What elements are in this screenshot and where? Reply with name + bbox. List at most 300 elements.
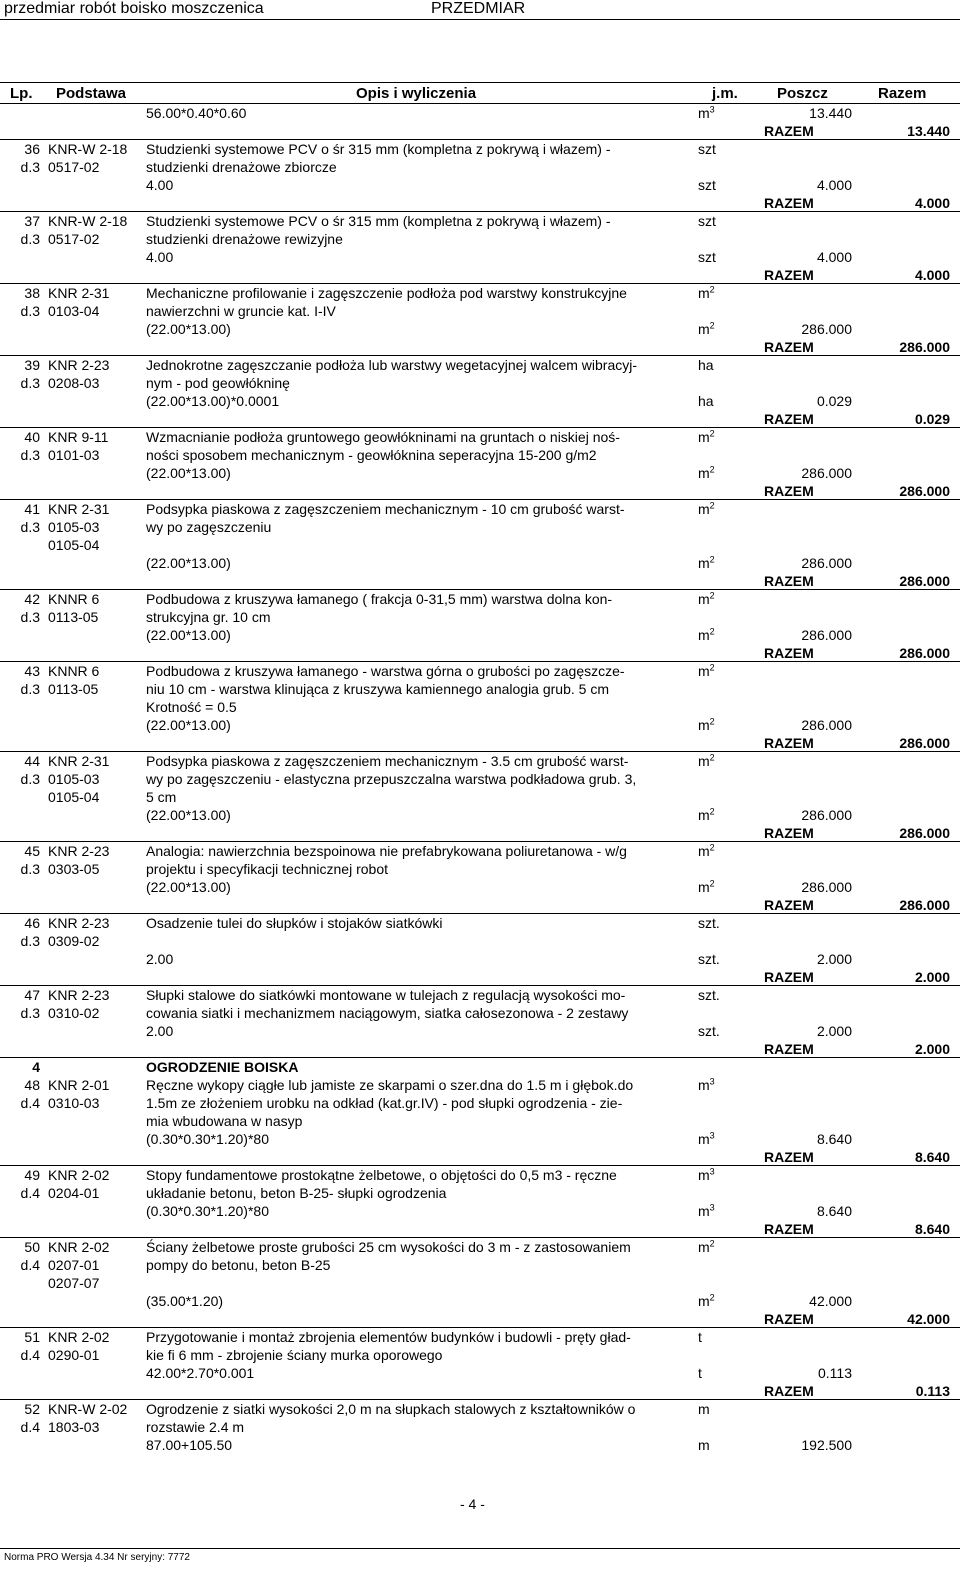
razem-row xyxy=(0,896,960,914)
row-lp: d.3 xyxy=(20,609,40,625)
table-row xyxy=(0,1346,960,1364)
row-podstawa: 0290-01 xyxy=(48,1347,100,1363)
row-podstawa: 0105-04 xyxy=(48,789,100,805)
row-poszcz: 0.029 xyxy=(816,393,852,409)
row-podstawa: KNR-W 2-02 xyxy=(48,1401,128,1417)
col-jm: j.m. xyxy=(712,85,738,102)
table-row xyxy=(0,770,960,788)
row-opis: Mechaniczne profilowanie i zagęszczenie podłoża pod warstwy konstrukcyjne xyxy=(146,285,627,301)
table-row xyxy=(0,446,960,464)
table-row xyxy=(0,176,960,194)
razem-label: RAZEM xyxy=(764,411,814,427)
row-poszcz: 8.640 xyxy=(816,1131,852,1147)
table-row xyxy=(0,356,960,374)
row-poszcz: 286.000 xyxy=(801,717,852,733)
table-row xyxy=(0,140,960,158)
row-opis: 5 cm xyxy=(146,789,177,805)
razem-label: RAZEM xyxy=(764,645,814,661)
table-row xyxy=(0,1238,960,1256)
row-jm: $m^2$ xyxy=(698,320,715,337)
razem-label: RAZEM xyxy=(764,735,814,751)
row-opis: (22.00*13.00)*0.0001 xyxy=(146,393,280,409)
row-jm: $m^2$ xyxy=(698,428,715,445)
col-razem: Razem xyxy=(878,85,927,102)
row-lp: 46 xyxy=(24,915,40,931)
row-lp: d.3 xyxy=(20,159,40,175)
table-row xyxy=(0,464,960,482)
row-razem: 4.000 xyxy=(914,195,950,211)
row-opis: 2.00 xyxy=(146,951,174,967)
row-podstawa: 0207-01 xyxy=(48,1257,100,1273)
row-podstawa: 0207-07 xyxy=(48,1275,100,1291)
table-row xyxy=(0,914,960,932)
row-opis: Ręczne wykopy ciągłe lub jamiste ze skarpami o szer.dna do 1.5 m i głębok.do xyxy=(146,1077,634,1093)
row-podstawa: 0208-03 xyxy=(48,375,100,391)
table-row xyxy=(0,284,960,302)
table-row xyxy=(0,1112,960,1130)
razem-row xyxy=(0,824,960,842)
row-podstawa: KNR 2-31 xyxy=(48,285,110,301)
row-opis: wy po zagęszczeniu xyxy=(146,519,272,535)
row-jm: szt. xyxy=(698,951,720,967)
razem-label: RAZEM xyxy=(764,339,814,355)
row-jm: szt. xyxy=(698,987,720,1003)
row-razem: 8.640 xyxy=(914,1149,950,1165)
row-podstawa: 0103-04 xyxy=(48,303,100,319)
row-jm: $m^2$ xyxy=(698,464,715,481)
row-lp: d.4 xyxy=(20,1257,40,1273)
row-jm: $m^2$ xyxy=(698,554,715,571)
row-opis: (22.00*13.00) xyxy=(146,879,231,895)
row-opis: 87.00+105.50 xyxy=(146,1437,233,1453)
row-razem: 286.000 xyxy=(899,339,950,355)
razem-label: RAZEM xyxy=(764,267,814,283)
row-opis: ności sposobem mechanicznym - geowłóknina seperacyjna 15-200 g/m2 xyxy=(146,447,597,463)
row-podstawa: KNNR 6 xyxy=(48,591,100,607)
row-lp: 42 xyxy=(24,591,40,607)
row-podstawa: KNR 2-23 xyxy=(48,915,110,931)
row-lp: 43 xyxy=(24,663,40,679)
row-opis: Słupki stalowe do siatkówki montowane w tulejach z regulacją wysokości mo- xyxy=(146,987,626,1003)
table-row xyxy=(0,680,960,698)
row-razem: 13.440 xyxy=(907,123,950,139)
row-podstawa: 0309-02 xyxy=(48,933,100,949)
row-poszcz: 286.000 xyxy=(801,465,852,481)
row-podstawa: KNR 2-23 xyxy=(48,987,110,1003)
row-lp: 4 xyxy=(32,1059,40,1075)
row-jm: $m^3$ xyxy=(698,1202,715,1219)
row-jm: $m^3$ xyxy=(698,104,715,121)
row-podstawa: KNR-W 2-18 xyxy=(48,213,128,229)
document-type: PRZEDMIAR xyxy=(431,0,526,17)
row-jm: $m^2$ xyxy=(698,878,715,895)
row-poszcz: 2.000 xyxy=(816,951,852,967)
row-lp: 39 xyxy=(24,357,40,373)
razem-label: RAZEM xyxy=(764,969,814,985)
row-podstawa: KNR 2-02 xyxy=(48,1167,110,1183)
row-lp: d.3 xyxy=(20,231,40,247)
row-poszcz: 13.440 xyxy=(809,105,852,121)
row-opis: Ogrodzenie z siatki wysokości 2,0 m na słupkach stalowych z kształtowników o xyxy=(146,1401,636,1417)
row-lp: 38 xyxy=(24,285,40,301)
row-opis: Studzienki systemowe PCV o śr 315 mm (kompletna z pokrywą i włazem) - xyxy=(146,213,611,229)
razem-row xyxy=(0,1310,960,1328)
row-opis: (0.30*0.30*1.20)*80 xyxy=(146,1131,269,1147)
row-razem: 286.000 xyxy=(899,897,950,913)
row-opis: Ściany żelbetowe proste grubości 25 cm wysokości do 3 m - z zastosowaniem xyxy=(146,1239,631,1255)
table-row xyxy=(0,626,960,644)
row-jm: szt xyxy=(698,141,716,157)
row-lp: d.3 xyxy=(20,303,40,319)
razem-row xyxy=(0,1220,960,1238)
row-opis: pompy do betonu, beton B-25 xyxy=(146,1257,331,1273)
table-row xyxy=(0,608,960,626)
row-jm: $m^3$ xyxy=(698,1166,715,1183)
row-opis: projektu i specyfikacji technicznej robot xyxy=(146,861,389,877)
row-opis: rozstawie 2.4 m xyxy=(146,1419,245,1435)
razem-row xyxy=(0,1040,960,1058)
row-opis: nawierzchni w gruncie kat. I-IV xyxy=(146,303,336,319)
row-poszcz: 286.000 xyxy=(801,879,852,895)
row-poszcz: 286.000 xyxy=(801,627,852,643)
row-poszcz: 286.000 xyxy=(801,555,852,571)
row-podstawa: 0204-01 xyxy=(48,1185,100,1201)
row-opis: Podbudowa z kruszywa łamanego - warstwa górna o grubości po zagęszcze- xyxy=(146,663,625,679)
row-podstawa: KNR 2-31 xyxy=(48,753,110,769)
row-lp: d.3 xyxy=(20,933,40,949)
razem-row xyxy=(0,482,960,500)
row-lp: d.3 xyxy=(20,1005,40,1021)
row-jm: szt. xyxy=(698,1023,720,1039)
row-opis: kie fi 6 mm - zbrojenie ściany murka oporowego xyxy=(146,1347,443,1363)
row-opis: Krotność = 0.5 xyxy=(146,699,237,715)
row-poszcz: 0.113 xyxy=(818,1365,852,1381)
row-lp: d.3 xyxy=(20,681,40,697)
footer-rule xyxy=(0,1548,960,1549)
row-opis: Stopy fundamentowe prostokątne żelbetowe, o objętości do 0,5 m3 - ręczne xyxy=(146,1167,617,1183)
row-jm: $m^2$ xyxy=(698,284,715,301)
row-poszcz: 42.000 xyxy=(809,1293,852,1309)
table-row xyxy=(0,158,960,176)
row-podstawa: KNR 2-01 xyxy=(48,1077,110,1093)
row-jm: $m^2$ xyxy=(698,842,715,859)
row-poszcz: 192.500 xyxy=(801,1437,852,1453)
row-opis: Wzmacnianie podłoża gruntowego geowłókninami na gruntach o niskiej noś- xyxy=(146,429,620,445)
row-lp: 50 xyxy=(24,1239,40,1255)
row-lp: 37 xyxy=(24,213,40,229)
row-lp: 48 xyxy=(24,1077,40,1093)
row-opis: Przygotowanie i montaż zbrojenia elementów budynków i budowli - pręty gład- xyxy=(146,1329,631,1345)
row-jm: $m^2$ xyxy=(698,590,715,607)
row-razem: 286.000 xyxy=(899,645,950,661)
row-opis: 4.00 xyxy=(146,177,174,193)
razem-row xyxy=(0,572,960,590)
row-opis: cowania siatki i mechanizmem naciągowym, siatka całosezonowa - 2 zestawy xyxy=(146,1005,629,1021)
razem-row xyxy=(0,968,960,986)
row-razem: 0.029 xyxy=(914,411,950,427)
table-row xyxy=(0,1076,960,1094)
row-opis: 42.00*2.70*0.001 xyxy=(146,1365,255,1381)
row-podstawa: KNR 9-11 xyxy=(48,429,109,445)
razem-row xyxy=(0,410,960,428)
row-lp: d.3 xyxy=(20,519,40,535)
row-poszcz: 8.640 xyxy=(816,1203,852,1219)
row-opis: Studzienki systemowe PCV o śr 315 mm (kompletna z pokrywą i włazem) - xyxy=(146,141,611,157)
row-poszcz: 4.000 xyxy=(816,249,852,265)
razem-row xyxy=(0,338,960,356)
row-jm: $m^2$ xyxy=(698,500,715,517)
row-jm: szt xyxy=(698,249,716,265)
row-opis: studzienki drenażowe rewizyjne xyxy=(146,231,343,247)
razem-label: RAZEM xyxy=(764,483,814,499)
table-row xyxy=(0,212,960,230)
razem-row xyxy=(0,734,960,752)
row-jm: $m^2$ xyxy=(698,716,715,733)
row-podstawa: 0105-04 xyxy=(48,537,100,553)
row-podstawa: 0310-03 xyxy=(48,1095,100,1111)
row-opis: studzienki drenażowe zbiorcze xyxy=(146,159,337,175)
razem-label: RAZEM xyxy=(764,897,814,913)
table-row xyxy=(0,1004,960,1022)
row-opis: (0.30*0.30*1.20)*80 xyxy=(146,1203,269,1219)
row-opis: (22.00*13.00) xyxy=(146,321,231,337)
col-opis: Opis i wyliczenia xyxy=(356,85,477,102)
row-jm: t xyxy=(698,1329,702,1345)
table-row xyxy=(0,374,960,392)
row-razem: 286.000 xyxy=(899,573,950,589)
row-opis: Analogia: nawierzchnia bezspoinowa nie prefabrykowana poliuretanowa - w/g xyxy=(146,843,627,859)
table-row xyxy=(0,842,960,860)
table-row xyxy=(0,230,960,248)
table-row xyxy=(0,698,960,716)
row-podstawa: 0310-02 xyxy=(48,1005,100,1021)
table-row xyxy=(0,590,960,608)
row-lp: d.4 xyxy=(20,1095,40,1111)
row-lp: 45 xyxy=(24,843,40,859)
row-jm: t xyxy=(698,1365,702,1381)
row-razem: 4.000 xyxy=(914,267,950,283)
table-row xyxy=(0,500,960,518)
row-jm: m xyxy=(698,1401,710,1417)
row-opis: (22.00*13.00) xyxy=(146,555,231,571)
row-podstawa: 0517-02 xyxy=(48,231,100,247)
table-row xyxy=(0,986,960,1004)
row-opis: Podsypka piaskowa z zagęszczeniem mechanicznym - 10 cm grubość warst- xyxy=(146,501,625,517)
row-opis: 2.00 xyxy=(146,1023,174,1039)
table-row xyxy=(0,104,960,122)
row-opis: (22.00*13.00) xyxy=(146,717,231,733)
row-opis: nym - pod geowłókninę xyxy=(146,375,290,391)
row-razem: 2.000 xyxy=(914,969,950,985)
page-number: - 4 - xyxy=(460,1496,485,1512)
razem-row xyxy=(0,1382,960,1400)
table-row xyxy=(0,932,960,950)
row-lp: d.3 xyxy=(20,447,40,463)
row-opis: mia wbudowana w nasyp xyxy=(146,1113,303,1129)
row-jm: m xyxy=(698,1437,710,1453)
row-jm: ha xyxy=(698,357,714,373)
row-jm: $m^2$ xyxy=(698,752,715,769)
razem-row xyxy=(0,122,960,140)
col-lp: Lp. xyxy=(10,85,33,102)
row-razem: 286.000 xyxy=(899,483,950,499)
row-opis: Podbudowa z kruszywa łamanego ( frakcja 0-31,5 mm) warstwa dolna kon- xyxy=(146,591,613,607)
row-lp: d.4 xyxy=(20,1347,40,1363)
row-lp: d.3 xyxy=(20,375,40,391)
row-podstawa: 0303-05 xyxy=(48,861,100,877)
row-podstawa: 0105-03 xyxy=(48,771,100,787)
row-podstawa: 0105-03 xyxy=(48,519,100,535)
table-row xyxy=(0,752,960,770)
razem-label: RAZEM xyxy=(764,825,814,841)
table-row xyxy=(0,1184,960,1202)
table-row xyxy=(0,806,960,824)
razem-label: RAZEM xyxy=(764,573,814,589)
col-poszcz: Poszcz xyxy=(777,85,828,102)
row-lp: 49 xyxy=(24,1167,40,1183)
row-jm: $m^2$ xyxy=(698,806,715,823)
table-row xyxy=(0,860,960,878)
row-lp: 41 xyxy=(24,501,40,517)
row-lp: d.4 xyxy=(20,1185,40,1201)
row-podstawa: 0101-03 xyxy=(48,447,100,463)
table-row xyxy=(0,320,960,338)
razem-row xyxy=(0,1148,960,1166)
row-lp: d.3 xyxy=(20,771,40,787)
row-opis: Osadzenie tulei do słupków i stojaków siatkówki xyxy=(146,915,443,931)
table-row xyxy=(0,536,960,554)
row-lp: 40 xyxy=(24,429,40,445)
row-razem: 286.000 xyxy=(899,735,950,751)
row-opis: (35.00*1.20) xyxy=(146,1293,224,1309)
row-poszcz: 286.000 xyxy=(801,807,852,823)
row-podstawa: KNR 2-23 xyxy=(48,357,110,373)
document-title: przedmiar robót boisko moszczenica xyxy=(4,0,264,17)
table-row xyxy=(0,518,960,536)
table-row xyxy=(0,1058,960,1076)
row-opis: strukcyjna gr. 10 cm xyxy=(146,609,271,625)
row-podstawa: 0113-05 xyxy=(48,681,99,697)
row-opis: wy po zagęszczeniu - elastyczna przepuszczalna warstwa podkładowa grub. 3, xyxy=(146,771,637,787)
row-opis: 1.5m ze złożeniem urobku na odkład (kat.gr.IV) - pod słupki ogrodzenia - zie- xyxy=(146,1095,623,1111)
table-row xyxy=(0,302,960,320)
col-podstawa: Podstawa xyxy=(56,85,127,102)
razem-label: RAZEM xyxy=(764,123,814,139)
razem-row xyxy=(0,266,960,284)
row-opis: OGRODZENIE BOISKA xyxy=(146,1059,299,1075)
table-row xyxy=(0,1202,960,1220)
row-razem: 286.000 xyxy=(899,825,950,841)
row-poszcz: 4.000 xyxy=(816,177,852,193)
row-podstawa: KNNR 6 xyxy=(48,663,100,679)
table-row xyxy=(0,554,960,572)
razem-label: RAZEM xyxy=(764,1041,814,1057)
software-footer: Norma PRO Wersja 4.34 Nr seryjny: 7772 xyxy=(4,1552,190,1563)
table-row xyxy=(0,1274,960,1292)
row-podstawa: 0113-05 xyxy=(48,609,99,625)
table-row xyxy=(0,1364,960,1382)
row-podstawa: KNR-W 2-18 xyxy=(48,141,128,157)
row-lp: 51 xyxy=(24,1329,40,1345)
row-podstawa: KNR 2-31 xyxy=(48,501,110,517)
header-rule xyxy=(0,19,960,20)
row-podstawa: KNR 2-23 xyxy=(48,843,110,859)
row-poszcz: 2.000 xyxy=(816,1023,852,1039)
row-jm: $m^3$ xyxy=(698,1076,715,1093)
table-row xyxy=(0,1166,960,1184)
razem-label: RAZEM xyxy=(764,1149,814,1165)
table-row xyxy=(0,248,960,266)
table-row xyxy=(0,788,960,806)
row-opis: 4.00 xyxy=(146,249,174,265)
row-jm: $m^2$ xyxy=(698,662,715,679)
table-row xyxy=(0,1400,960,1418)
row-lp: 47 xyxy=(24,987,40,1003)
row-lp: d.4 xyxy=(20,1419,40,1435)
razem-label: RAZEM xyxy=(764,1383,814,1399)
table-row xyxy=(0,1130,960,1148)
row-opis: układanie betonu, beton B-25- słupki ogrodzenia xyxy=(146,1185,447,1201)
table-row xyxy=(0,950,960,968)
table-row xyxy=(0,1022,960,1040)
table-row xyxy=(0,1328,960,1346)
row-jm: $m^2$ xyxy=(698,1238,715,1255)
row-opis: Podsypka piaskowa z zagęszczeniem mechanicznym - 3.5 cm grubość warst- xyxy=(146,753,629,769)
row-lp: 36 xyxy=(24,141,40,157)
razem-label: RAZEM xyxy=(764,1311,814,1327)
table-row xyxy=(0,1094,960,1112)
table-row xyxy=(0,662,960,680)
page-header xyxy=(0,0,960,20)
row-podstawa: 1803-03 xyxy=(48,1419,100,1435)
row-jm: szt xyxy=(698,177,716,193)
row-jm: $m^3$ xyxy=(698,1130,715,1147)
row-razem: 42.000 xyxy=(907,1311,950,1327)
razem-row xyxy=(0,194,960,212)
table-row xyxy=(0,1436,960,1454)
row-podstawa: 0517-02 xyxy=(48,159,100,175)
table-row xyxy=(0,716,960,734)
row-opis: niu 10 cm - warstwa klinująca z kruszywa kamiennego analogia grub. 5 cm xyxy=(146,681,609,697)
table-row xyxy=(0,1292,960,1310)
row-lp: 52 xyxy=(24,1401,40,1417)
row-jm: $m^2$ xyxy=(698,1292,715,1309)
row-jm: szt xyxy=(698,213,716,229)
row-podstawa: KNR 2-02 xyxy=(48,1329,110,1345)
row-lp: d.3 xyxy=(20,861,40,877)
column-header-row xyxy=(0,82,960,104)
row-razem: 0.113 xyxy=(915,1383,950,1399)
row-opis: (22.00*13.00) xyxy=(146,465,231,481)
row-jm: $m^2$ xyxy=(698,626,715,643)
row-jm: ha xyxy=(698,393,714,409)
estimate-table xyxy=(0,104,960,1454)
row-podstawa: KNR 2-02 xyxy=(48,1239,110,1255)
razem-label: RAZEM xyxy=(764,195,814,211)
table-row xyxy=(0,1256,960,1274)
row-poszcz: 286.000 xyxy=(801,321,852,337)
row-opis: Jednokrotne zagęszczanie podłoża lub warstwy wegetacyjnej walcem wibracyj- xyxy=(146,357,638,373)
row-opis: (22.00*13.00) xyxy=(146,807,231,823)
row-jm: szt. xyxy=(698,915,720,931)
table-row xyxy=(0,392,960,410)
row-opis: (22.00*13.00) xyxy=(146,627,231,643)
row-razem: 8.640 xyxy=(914,1221,950,1237)
table-row xyxy=(0,428,960,446)
row-razem: 2.000 xyxy=(914,1041,950,1057)
row-opis: 56.00*0.40*0.60 xyxy=(146,105,247,121)
razem-row xyxy=(0,644,960,662)
